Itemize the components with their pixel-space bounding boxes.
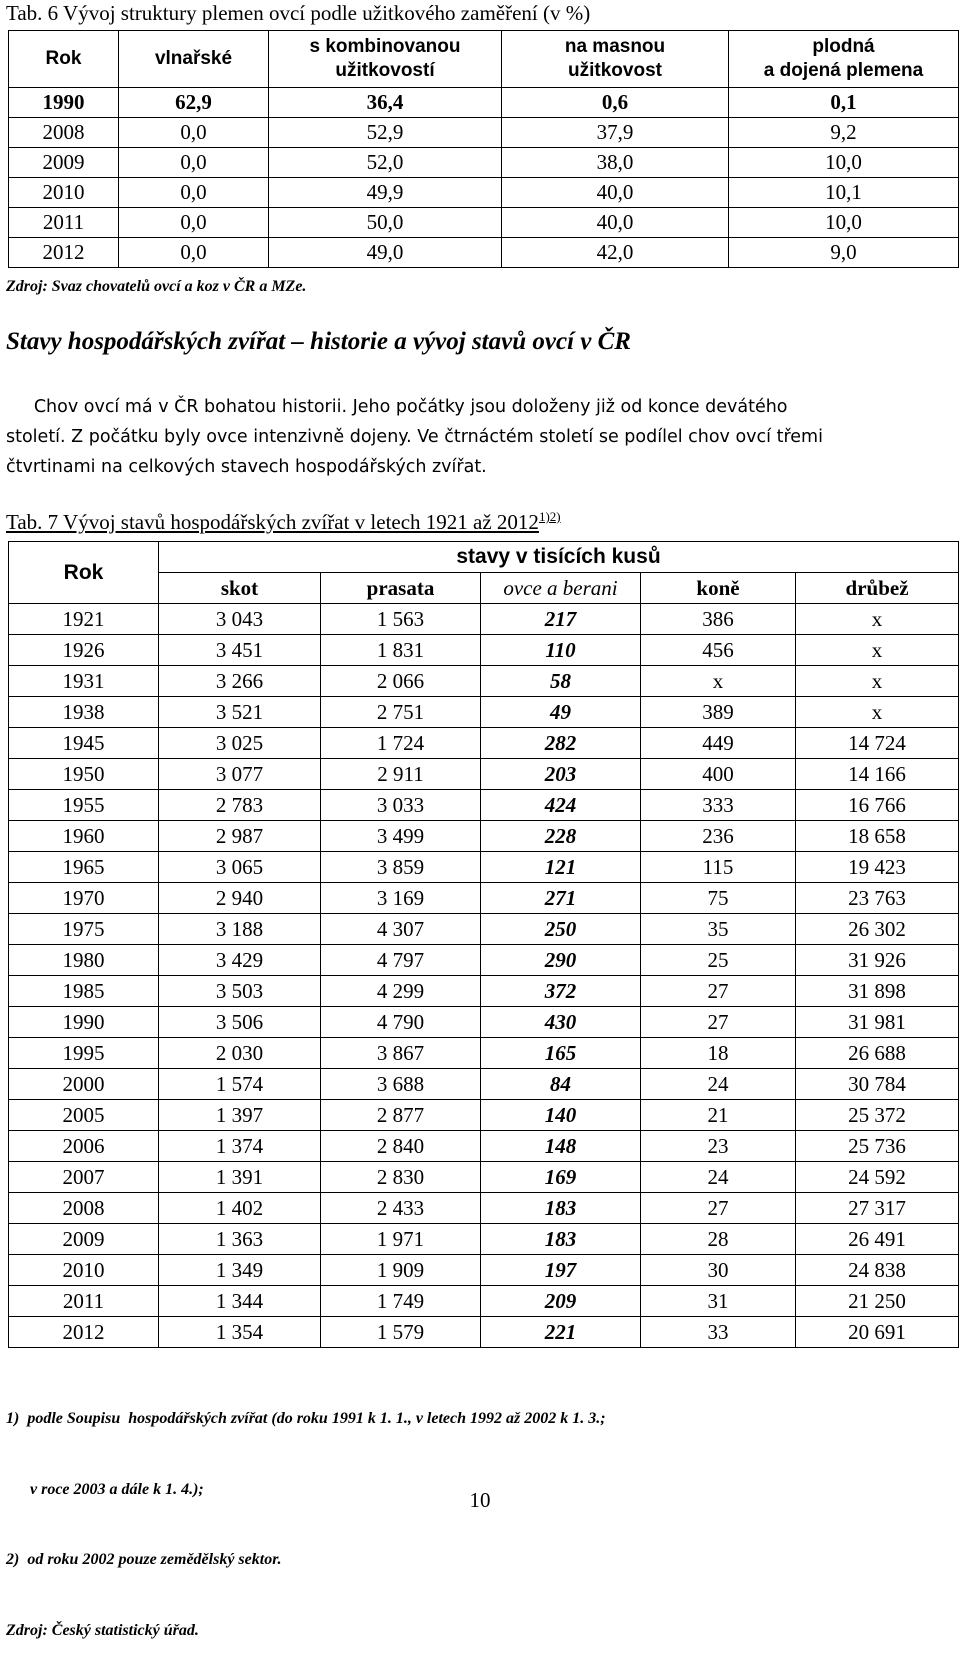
tab7-note: v roce 2003 a dále k 1. 4.); <box>6 1480 204 1498</box>
tab7-cell-skot: 1 374 <box>159 1131 321 1162</box>
tab7-cell-skot: 3 065 <box>159 852 321 883</box>
tab7-cell-drubez: x <box>796 604 959 635</box>
tab7-cell-skot: 1 391 <box>159 1162 321 1193</box>
paragraph-line: čtvrtinami na celkových stavech hospodářských zvířat. <box>6 457 487 477</box>
tab7-cell-prasata: 1 909 <box>321 1255 481 1286</box>
tab7-row <box>9 1317 959 1348</box>
tab7-cell-skot: 3 043 <box>159 604 321 635</box>
tab7-row <box>9 1255 959 1286</box>
tab7-row <box>9 635 959 666</box>
tab7-cell-prasata: 2 830 <box>321 1162 481 1193</box>
tab7-cell-drubez: 25 372 <box>796 1100 959 1131</box>
tab7-cell-drubez: x <box>796 697 959 728</box>
tab7-cell-prasata: 1 749 <box>321 1286 481 1317</box>
tab7-cell-ovce: 169 <box>481 1162 641 1193</box>
tab6-row <box>9 178 959 208</box>
tab7-cell-year: 2006 <box>9 1131 159 1162</box>
tab7-cell-drubez: 20 691 <box>796 1317 959 1348</box>
tab7-cell-prasata: 4 299 <box>321 976 481 1007</box>
tab7-cell-drubez: 31 981 <box>796 1007 959 1038</box>
tab7-cell-prasata: 2 433 <box>321 1193 481 1224</box>
tab6-row <box>9 148 959 178</box>
tab7-row <box>9 1162 959 1193</box>
tab7-cell-prasata: 3 688 <box>321 1069 481 1100</box>
tab7-cell-kone: 75 <box>641 883 796 914</box>
tab7-cell-ovce: 290 <box>481 945 641 976</box>
tab7-cell-kone: 115 <box>641 852 796 883</box>
tab7-cell-kone: 27 <box>641 1007 796 1038</box>
tab7-row <box>9 1224 959 1255</box>
tab7-header-group: stavy v tisících kusů <box>159 542 959 573</box>
tab7-cell-kone: 236 <box>641 821 796 852</box>
tab7-cell-year: 1950 <box>9 759 159 790</box>
tab7-cell-ovce: 271 <box>481 883 641 914</box>
page-number: 10 <box>469 1488 491 1512</box>
tab7-cell-drubez: 23 763 <box>796 883 959 914</box>
tab6-cell-value: 0,0 <box>119 148 269 178</box>
tab7-cell-year: 1921 <box>9 604 159 635</box>
tab7-cell-ovce: 183 <box>481 1224 641 1255</box>
tab7-cell-kone: 35 <box>641 914 796 945</box>
tab7-cell-drubez: 21 250 <box>796 1286 959 1317</box>
tab7-cell-kone: 389 <box>641 697 796 728</box>
tab7-cell-drubez: 24 838 <box>796 1255 959 1286</box>
tab7-cell-year: 1985 <box>9 976 159 1007</box>
tab6-header-plodna <box>729 31 959 88</box>
tab7-cell-year: 1945 <box>9 728 159 759</box>
tab7-row <box>9 1038 959 1069</box>
tab7-cell-skot: 2 783 <box>159 790 321 821</box>
tab7-header-row-1 <box>9 542 959 573</box>
tab7-cell-drubez: 18 658 <box>796 821 959 852</box>
tab7-cell-ovce: 203 <box>481 759 641 790</box>
tab7-cell-year: 1980 <box>9 945 159 976</box>
tab7-cell-ovce: 217 <box>481 604 641 635</box>
tab7-cell-drubez: 30 784 <box>796 1069 959 1100</box>
tab7-cell-skot: 3 429 <box>159 945 321 976</box>
tab7-cell-year: 2008 <box>9 1193 159 1224</box>
tab7-cell-kone: 30 <box>641 1255 796 1286</box>
tab7-cell-ovce: 197 <box>481 1255 641 1286</box>
tab6-cell-value: 0,1 <box>729 88 959 118</box>
tab7-cell-kone: 21 <box>641 1100 796 1131</box>
tab6-cell-value: 49,0 <box>269 238 502 268</box>
tab7-cell-kone: 18 <box>641 1038 796 1069</box>
tab6-header-plodna-line1: plodná <box>812 36 875 57</box>
tab7-row <box>9 697 959 728</box>
tab6-cell-value: 0,0 <box>119 178 269 208</box>
tab7-cell-prasata: 2 911 <box>321 759 481 790</box>
tab6-cell-value: 40,0 <box>502 178 729 208</box>
tab7-cell-drubez: x <box>796 666 959 697</box>
tab7-cell-ovce: 140 <box>481 1100 641 1131</box>
tab6-cell-value: 0,0 <box>119 208 269 238</box>
tab7-cell-ovce: 49 <box>481 697 641 728</box>
tab6-header-kombi-line2: užitkovostí <box>335 60 435 81</box>
tab7-cell-ovce: 84 <box>481 1069 641 1100</box>
tab7-cell-prasata: 1 724 <box>321 728 481 759</box>
tab7-cell-skot: 1 349 <box>159 1255 321 1286</box>
tab7-header-prasata: prasata <box>321 573 481 604</box>
tab7-cell-year: 2012 <box>9 1317 159 1348</box>
tab7-cell-drubez: 24 592 <box>796 1162 959 1193</box>
tab6-header-kombi-line1: s kombinovanou <box>309 36 461 57</box>
tab7-cell-prasata: 2 066 <box>321 666 481 697</box>
tab7-cell-prasata: 3 033 <box>321 790 481 821</box>
tab7-row <box>9 1100 959 1131</box>
tab7-row <box>9 821 959 852</box>
tab6-cell-value: 52,9 <box>269 118 502 148</box>
tab7-cell-skot: 1 363 <box>159 1224 321 1255</box>
tab7-cell-kone: x <box>641 666 796 697</box>
tab7-cell-skot: 2 940 <box>159 883 321 914</box>
tab6-cell-year: 2010 <box>9 178 119 208</box>
tab7-cell-kone: 449 <box>641 728 796 759</box>
tab7-row <box>9 666 959 697</box>
tab6-row <box>9 238 959 268</box>
tab6-cell-value: 40,0 <box>502 208 729 238</box>
tab7-cell-prasata: 2 751 <box>321 697 481 728</box>
tab6-header-masnou-line2: užitkovost <box>568 60 662 81</box>
tab7-row <box>9 1069 959 1100</box>
tab7-cell-kone: 33 <box>641 1317 796 1348</box>
tab7-cell-year: 1965 <box>9 852 159 883</box>
tab7-cell-kone: 23 <box>641 1131 796 1162</box>
tab7-cell-year: 1926 <box>9 635 159 666</box>
tab7-cell-skot: 3 521 <box>159 697 321 728</box>
tab7-row <box>9 759 959 790</box>
tab6-row <box>9 88 959 118</box>
tab6-cell-value: 10,1 <box>729 178 959 208</box>
tab7-cell-ovce: 121 <box>481 852 641 883</box>
tab7-cell-drubez: 26 491 <box>796 1224 959 1255</box>
tab6-cell-value: 9,2 <box>729 118 959 148</box>
tab7-cell-drubez: 31 898 <box>796 976 959 1007</box>
tab7-table <box>8 541 959 1348</box>
tab6-cell-year: 2009 <box>9 148 119 178</box>
tab7-cell-skot: 1 402 <box>159 1193 321 1224</box>
tab7-cell-ovce: 165 <box>481 1038 641 1069</box>
tab7-cell-skot: 3 077 <box>159 759 321 790</box>
tab7-cell-ovce: 58 <box>481 666 641 697</box>
tab6-cell-value: 0,0 <box>119 118 269 148</box>
tab6-row <box>9 208 959 238</box>
tab7-cell-skot: 3 506 <box>159 1007 321 1038</box>
tab6-header-rok: Rok <box>9 31 119 88</box>
tab7-cell-year: 1970 <box>9 883 159 914</box>
tab7-cell-drubez: 27 317 <box>796 1193 959 1224</box>
tab7-cell-skot: 3 188 <box>159 914 321 945</box>
tab7-cell-drubez: 19 423 <box>796 852 959 883</box>
tab7-cell-ovce: 228 <box>481 821 641 852</box>
tab7-cell-drubez: 25 736 <box>796 1131 959 1162</box>
tab7-cell-drubez: x <box>796 635 959 666</box>
tab7-cell-skot: 1 397 <box>159 1100 321 1131</box>
tab7-cell-skot: 3 451 <box>159 635 321 666</box>
tab6-cell-year: 2012 <box>9 238 119 268</box>
tab7-cell-year: 1931 <box>9 666 159 697</box>
tab7-cell-ovce: 183 <box>481 1193 641 1224</box>
tab6-cell-year: 2011 <box>9 208 119 238</box>
tab6-cell-value: 9,0 <box>729 238 959 268</box>
tab6-header-kombi <box>269 31 502 88</box>
section-heading: Stavy hospodářských zvířat – historie a vývoj stavů ovcí v ČR <box>6 328 631 355</box>
tab7-cell-kone: 456 <box>641 635 796 666</box>
tab7-cell-skot: 2 030 <box>159 1038 321 1069</box>
tab7-header-skot: skot <box>159 573 321 604</box>
tab6-cell-value: 37,9 <box>502 118 729 148</box>
tab7-caption-main: Tab. 7 Vývoj stavů hospodářských zvířat v letech 1921 až 2012 <box>6 510 539 534</box>
tab7-cell-prasata: 4 790 <box>321 1007 481 1038</box>
tab7-row <box>9 1131 959 1162</box>
tab7-cell-ovce: 372 <box>481 976 641 1007</box>
tab7-cell-drubez: 14 166 <box>796 759 959 790</box>
tab6-header-plodna-line2: a dojená plemena <box>763 60 924 81</box>
tab7-cell-prasata: 1 971 <box>321 1224 481 1255</box>
tab6-cell-value: 49,9 <box>269 178 502 208</box>
tab7-header-kone: koně <box>641 573 796 604</box>
tab6-cell-year: 1990 <box>9 88 119 118</box>
tab6-cell-value: 0,6 <box>502 88 729 118</box>
tab6-cell-year: 2008 <box>9 118 119 148</box>
tab7-cell-kone: 386 <box>641 604 796 635</box>
tab7-cell-year: 2010 <box>9 1255 159 1286</box>
tab7-cell-ovce: 282 <box>481 728 641 759</box>
tab7-row <box>9 604 959 635</box>
tab7-cell-kone: 24 <box>641 1162 796 1193</box>
tab7-cell-kone: 400 <box>641 759 796 790</box>
tab7-cell-prasata: 4 307 <box>321 914 481 945</box>
tab6-cell-value: 10,0 <box>729 208 959 238</box>
tab7-cell-year: 1955 <box>9 790 159 821</box>
tab6-cell-value: 36,4 <box>269 88 502 118</box>
tab6-header-row <box>9 31 959 88</box>
tab7-cell-kone: 333 <box>641 790 796 821</box>
tab7-row <box>9 883 959 914</box>
tab7-cell-drubez: 14 724 <box>796 728 959 759</box>
tab7-cell-prasata: 3 867 <box>321 1038 481 1069</box>
tab6-header-vlnarske: vlnařské <box>119 31 269 88</box>
tab6-cell-value: 0,0 <box>119 238 269 268</box>
tab7-cell-skot: 3 503 <box>159 976 321 1007</box>
tab6-table <box>8 30 959 268</box>
tab6-header-masnou <box>502 31 729 88</box>
tab6-cell-value: 10,0 <box>729 148 959 178</box>
tab7-cell-prasata: 2 877 <box>321 1100 481 1131</box>
tab7-row <box>9 976 959 1007</box>
tab7-cell-year: 2005 <box>9 1100 159 1131</box>
tab7-cell-prasata: 2 840 <box>321 1131 481 1162</box>
tab7-cell-year: 1995 <box>9 1038 159 1069</box>
tab7-cell-kone: 27 <box>641 976 796 1007</box>
tab7-header-rok: Rok <box>9 542 159 604</box>
tab7-cell-prasata: 1 563 <box>321 604 481 635</box>
tab7-caption-sup: 1)2) <box>538 509 561 524</box>
tab7-cell-year: 2007 <box>9 1162 159 1193</box>
tab7-note: 1) podle Soupisu hospodářských zvířat (do roku 1991 k 1. 1., v letech 1992 až 2002 k 1. 3.; <box>6 1410 606 1427</box>
tab7-cell-ovce: 110 <box>481 635 641 666</box>
tab7-cell-prasata: 1 831 <box>321 635 481 666</box>
section-paragraph <box>6 392 956 482</box>
tab7-cell-ovce: 424 <box>481 790 641 821</box>
tab7-cell-drubez: 16 766 <box>796 790 959 821</box>
tab7-cell-skot: 3 266 <box>159 666 321 697</box>
paragraph-line: Chov ovcí má v ČR bohatou historii. Jeho počátky jsou doloženy již od konce devátého <box>6 397 788 417</box>
tab7-header-ovce: ovce a berani <box>481 573 641 604</box>
tab6-cell-value: 52,0 <box>269 148 502 178</box>
tab7-cell-ovce: 148 <box>481 1131 641 1162</box>
tab6-cell-value: 38,0 <box>502 148 729 178</box>
tab7-row <box>9 914 959 945</box>
tab6-cell-value: 50,0 <box>269 208 502 238</box>
tab6-row <box>9 118 959 148</box>
tab7-cell-skot: 3 025 <box>159 728 321 759</box>
tab6-source: Zdroj: Svaz chovatelů ovcí a koz v ČR a MZe. <box>6 278 307 295</box>
tab7-cell-kone: 25 <box>641 945 796 976</box>
tab7-caption <box>6 509 561 535</box>
tab7-cell-year: 1975 <box>9 914 159 945</box>
tab7-cell-prasata: 1 579 <box>321 1317 481 1348</box>
tab7-cell-prasata: 3 169 <box>321 883 481 914</box>
tab7-cell-skot: 1 574 <box>159 1069 321 1100</box>
tab7-note: 2) od roku 2002 pouze zemědělský sektor. <box>6 1551 282 1568</box>
tab7-cell-kone: 31 <box>641 1286 796 1317</box>
tab6-cell-value: 42,0 <box>502 238 729 268</box>
tab7-row <box>9 945 959 976</box>
tab7-cell-skot: 1 354 <box>159 1317 321 1348</box>
tab7-cell-ovce: 430 <box>481 1007 641 1038</box>
tab7-cell-kone: 24 <box>641 1069 796 1100</box>
tab7-cell-year: 1990 <box>9 1007 159 1038</box>
tab7-cell-skot: 1 344 <box>159 1286 321 1317</box>
tab7-row <box>9 1193 959 1224</box>
tab7-cell-year: 2011 <box>9 1286 159 1317</box>
tab7-source: Zdroj: Český statistický úřad. <box>6 1621 199 1639</box>
tab7-cell-kone: 28 <box>641 1224 796 1255</box>
tab6-cell-value: 62,9 <box>119 88 269 118</box>
tab7-cell-drubez: 26 302 <box>796 914 959 945</box>
tab7-cell-skot: 2 987 <box>159 821 321 852</box>
tab6-caption: Tab. 6 Vývoj struktury plemen ovcí podle užitkového zaměření (v %) <box>6 1 591 25</box>
tab7-row <box>9 790 959 821</box>
tab7-cell-ovce: 250 <box>481 914 641 945</box>
tab7-cell-ovce: 221 <box>481 1317 641 1348</box>
tab7-row <box>9 1007 959 1038</box>
tab7-cell-drubez: 26 688 <box>796 1038 959 1069</box>
tab7-cell-year: 1938 <box>9 697 159 728</box>
tab7-cell-prasata: 4 797 <box>321 945 481 976</box>
tab7-row <box>9 1286 959 1317</box>
tab7-cell-kone: 27 <box>641 1193 796 1224</box>
tab7-cell-prasata: 3 499 <box>321 821 481 852</box>
tab7-cell-year: 2000 <box>9 1069 159 1100</box>
tab7-row <box>9 852 959 883</box>
tab7-header-drubez: drůbež <box>796 573 959 604</box>
tab7-cell-prasata: 3 859 <box>321 852 481 883</box>
paragraph-line: století. Z počátku byly ovce intenzivně dojeny. Ve čtrnáctém století se podílel chov ovcí třemi <box>6 427 823 447</box>
tab7-cell-drubez: 31 926 <box>796 945 959 976</box>
tab6-header-masnou-line1: na masnou <box>564 36 666 57</box>
tab7-cell-year: 2009 <box>9 1224 159 1255</box>
tab7-cell-ovce: 209 <box>481 1286 641 1317</box>
tab7-cell-year: 1960 <box>9 821 159 852</box>
tab7-row <box>9 728 959 759</box>
